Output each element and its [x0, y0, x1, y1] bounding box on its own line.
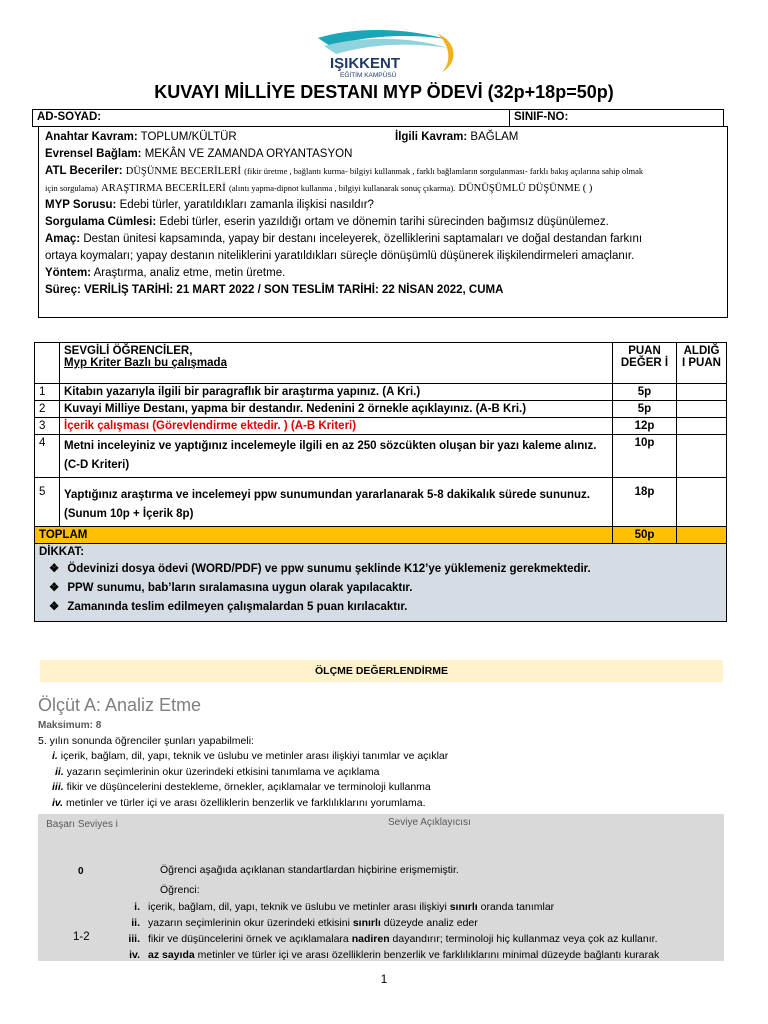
- related-concept-label: İlgili Kavram:: [395, 131, 468, 143]
- myp-question-label: MYP Sorusu:: [45, 199, 117, 211]
- objective-item: iii. fikir ve düşüncelerini destekleme, örnekler, açıklamalar ve terminoloji kullanma: [52, 781, 431, 793]
- row-number: 3: [35, 418, 60, 435]
- total-received-cell: [677, 527, 727, 544]
- atl-thinking-detail: (fikir üretme , bağlantı kurma- bilgiyi kullanmak , farklı bağlamların sorgulanması- farklı bakış açılarına sahip olmak: [244, 166, 644, 176]
- descriptor-item: iv. az sayıda metinler ve türler içi ve arası özelliklerin benzerlik ve farklılıklarını minimal düzeyde bağlantı kurarak: [129, 949, 660, 961]
- assessment-banner: ÖLÇME DEĞERLENDİRME: [40, 660, 723, 682]
- total-points: 50p: [613, 527, 677, 544]
- task-points: 10p: [613, 435, 677, 478]
- level-1-2: 1-2: [73, 931, 90, 943]
- global-context-value: MEKÂN VE ZAMANDA ORYANTASYON: [144, 148, 353, 160]
- notice-item: ❖ PPW sunumu, bab’ların sıralamasına uygun olarak yapılacaktır.: [49, 579, 722, 598]
- task-text: Yaptığınız araştırma ve incelemeyi ppw sunumundan yararlanarak 5-8 dakikalık sürede sununuz. (Sunum 10p + İçerik 8p): [60, 478, 613, 527]
- atl-research: ARAŞTIRMA BECERİLERİ: [101, 183, 226, 194]
- total-row: [35, 527, 727, 544]
- criteria-table: [34, 342, 727, 622]
- method-label: Yöntem:: [45, 267, 91, 279]
- school-logo: [310, 24, 460, 82]
- received-points-cell: [677, 384, 727, 401]
- level-0-descriptor: Öğrenci aşağıda açıklanan standartlardan hiçbirine erişmemiştir.: [160, 864, 459, 876]
- inquiry-label: Sorgulama Cümlesi:: [45, 216, 157, 228]
- global-context-label: Evrensel Bağlam:: [45, 148, 142, 160]
- notice-item: ❖ Zamanında teslim edilmeyen çalışmalardan 5 puan kırılacaktır.: [49, 598, 722, 617]
- task-points: 5p: [613, 384, 677, 401]
- notice-label: DİKKAT:: [39, 546, 85, 558]
- total-label: TOPLAM: [35, 527, 613, 544]
- received-points-cell: [677, 478, 727, 527]
- table-row: [35, 478, 727, 527]
- task-text: Metni inceleyiniz ve yaptığınız incelemeyle ilgili en az 250 sözcükten oluşan bir yazı kaleme alınız. (C-D Kriteri): [60, 435, 613, 478]
- assignment-info-box: [38, 126, 728, 318]
- row-number: 4: [35, 435, 60, 478]
- objective-item: iv. metinler ve türler içi ve arası özelliklerin benzerlik ve farklılıklarını yorumlama.: [52, 796, 426, 809]
- criterion-intro: 5. yılın sonunda öğrenciler şunları yapabilmeli:: [38, 735, 254, 747]
- level-12-descriptors: [118, 899, 659, 963]
- task-points: 5p: [613, 401, 677, 418]
- level-header: Başarı Seviyes i: [46, 819, 118, 830]
- method-value: Araştırma, analiz etme, metin üretme.: [93, 267, 286, 279]
- aim-line-2: ortaya koymaları; yapay destanın niteliklerini yaratıldıkları süreçle dönüşümlü düşünerek ilişkilendirmeleri amaçlanır.: [45, 250, 635, 262]
- related-concept-value: BAĞLAM: [470, 131, 519, 143]
- aim-label: Amaç:: [45, 233, 81, 245]
- table-header-text: [60, 343, 613, 384]
- table-row: [35, 384, 727, 401]
- process-dates: VERİLİŞ TARİHİ: 21 MART 2022 / SON TESLİM TARİHİ: 22 NİSAN 2022, CUMA: [84, 284, 504, 296]
- notice-item: ❖ Ödevinizi dosya ödevi (WORD/PDF) ve ppw sunumu şeklinde K12’ye yüklemeniz gerekmektedir.: [49, 560, 722, 579]
- criterion-objectives: [52, 749, 448, 811]
- page-title: KUVAYI MİLLİYE DESTANI MYP ÖDEVİ (32p+18p=50p): [154, 82, 614, 102]
- student-label: Öğrenci:: [160, 884, 200, 896]
- atl-label: ATL Beceriler:: [45, 165, 123, 177]
- rubric-table: [38, 814, 724, 961]
- row-number: 5: [35, 478, 60, 527]
- page-number: 1: [380, 972, 388, 986]
- key-concept-label: Anahtar Kavram:: [45, 131, 138, 143]
- name-label: AD-SOYAD:: [37, 111, 102, 123]
- table-row: [35, 435, 727, 478]
- myp-question: Edebi türler, yaratıldıkları zamanla ilişkisi nasıldır?: [119, 199, 374, 211]
- received-points-cell: [677, 401, 727, 418]
- logo-tagline: EĞİTİM KAMPÜSÜ: [340, 72, 397, 79]
- task-points: 12p: [613, 418, 677, 435]
- name-class-bar: [32, 109, 724, 127]
- received-points-header: ALDIĞ I PUAN: [677, 343, 727, 384]
- atl-reflective: DÜNÜŞÜMLÜ DÜŞÜNME ( ): [458, 183, 593, 194]
- objective-item: ii. yazarın seçimlerinin okur üzerindeki etkisini tanımlama ve açıklama: [55, 765, 380, 778]
- atl-research-detail: (alıntı yapma-dipnot kullanma , bilgiyi kullanarak sonuç çıkarma).: [228, 183, 456, 193]
- greeting: SEVGİLİ ÖĞRENCİLER,: [64, 345, 193, 357]
- row-number: 1: [35, 384, 60, 401]
- received-points-cell: [677, 435, 727, 478]
- points-header: PUAN DEĞER İ: [613, 343, 677, 384]
- level-0: 0: [78, 866, 84, 877]
- notice-list: [49, 560, 722, 617]
- table-subheading: Myp Kriter Bazlı bu çalışmada: [64, 357, 227, 369]
- task-text: İçerik çalışması (Görevlendirme ektedir. ) (A-B Kriteri): [60, 418, 613, 435]
- logo-brand: IŞIKKENT: [330, 55, 401, 72]
- objective-item: i. içerik, bağlam, dil, yapı, teknik ve üslubu ve metinler arası ilişkiyi tanımlar ve açıklar: [52, 750, 449, 762]
- table-header-row: [35, 343, 727, 384]
- class-label: SINIF-NO:: [514, 111, 569, 123]
- divider: [509, 110, 510, 126]
- descriptor-item: iii. fikir ve düşüncelerini örnek ve açıklamalara nadiren dayandırır; terminoloji hiç kullanmaz veya çok az kullanır.: [128, 933, 658, 945]
- task-text: Kitabın yazarıyla ilgili bir paragraflık bir araştırma yapınız. (A Kri.): [60, 384, 613, 401]
- table-row: [35, 418, 727, 435]
- notice-cell: [35, 544, 727, 622]
- table-row: [35, 401, 727, 418]
- descriptor-header: Seviye Açıklayıcısı: [388, 817, 471, 828]
- received-points-cell: [677, 418, 727, 435]
- criterion-max: Maksimum: 8: [38, 720, 102, 731]
- task-text: Kuvayi Milliye Destanı, yapma bir destandır. Nedenini 2 örnekle açıklayınız. (A-B Kri.): [60, 401, 613, 418]
- descriptor-item: i. içerik, bağlam, dil, yapı, teknik ve üslubu ve metinler arası ilişkiyi sınırlı oranda tanımlar: [134, 901, 555, 913]
- atl-thinking-detail-cont: için sorgulama): [45, 183, 98, 193]
- task-points: 18p: [613, 478, 677, 527]
- atl-thinking: DÜŞÜNME BECERİLERİ: [125, 166, 241, 177]
- criterion-title: Ölçüt A: Analiz Etme: [38, 695, 202, 715]
- aim-line-1: Destan ünitesi kapsamında, yapay bir destanı inceleyerek, özelliklerini saptamaları ve doğal destandan farkını: [83, 233, 643, 245]
- process-label: Süreç:: [45, 284, 81, 296]
- key-concept-value: TOPLUM/KÜLTÜR: [140, 131, 237, 143]
- descriptor-item: ii. yazarın seçimlerinin okur üzerindeki etkisini sınırlı düzeyde analiz eder: [131, 917, 478, 929]
- notice-row: [35, 544, 727, 622]
- inquiry-statement: Edebi türler, eserin yazıldığı ortam ve dönemin tarihi sürecinden bağımsız düşünülemez.: [159, 216, 609, 228]
- row-number: 2: [35, 401, 60, 418]
